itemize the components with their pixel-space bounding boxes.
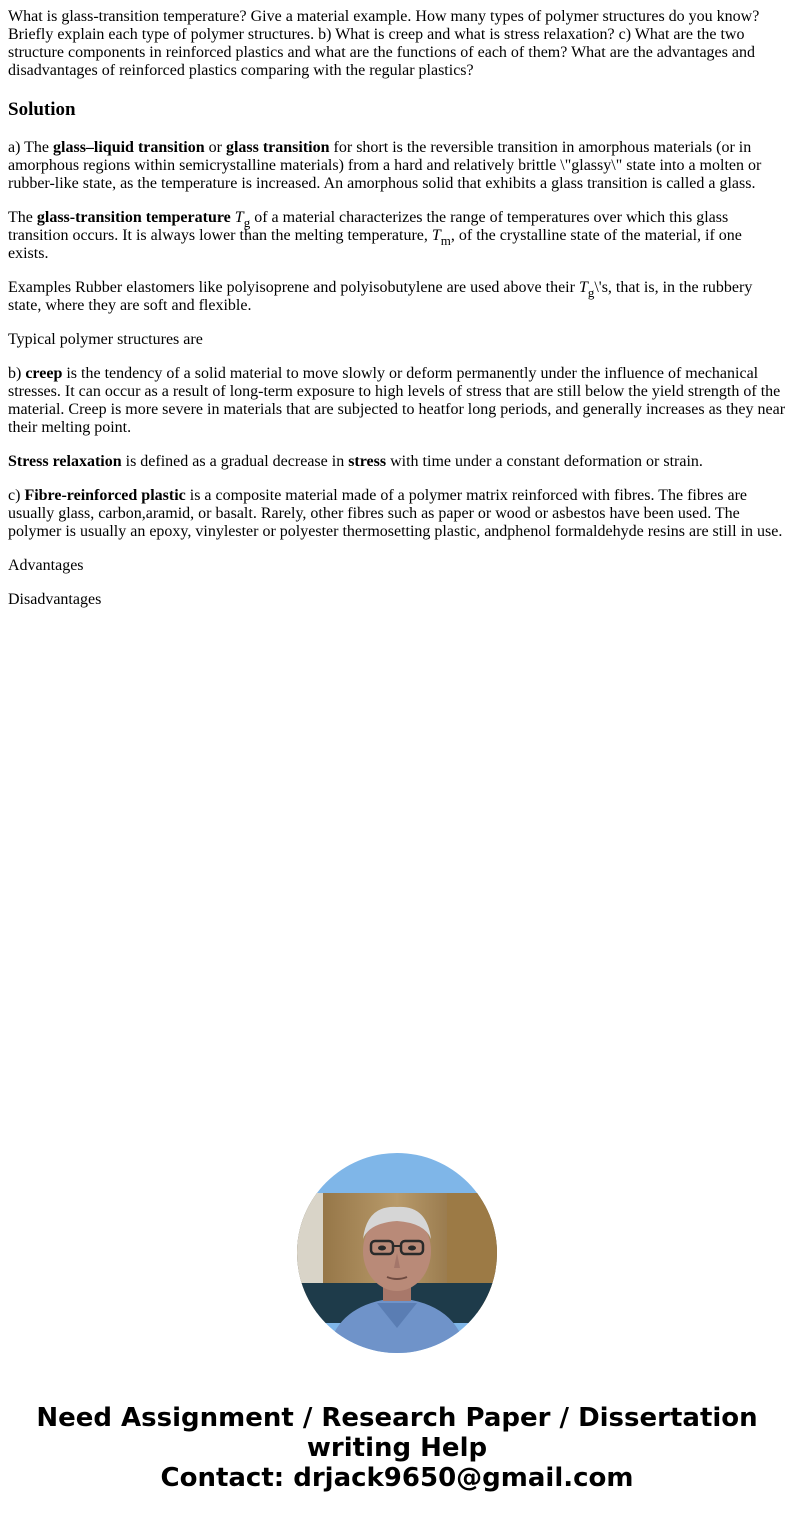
symbol-t-melting: T [431,227,441,244]
avatar [297,1153,497,1353]
para-creep-rest: is the tendency of a solid material to move slowly or deform permanently under the influence of mechanical stresses. It can occur as a result of long-term exposure to high levels of stress that are still below the yield strength of the material. Creep is more severe in materials that are subjected to heatfor long periods, and generally increases as they near their melting point. [8,365,786,436]
para-a-prefix: a) The [8,139,54,156]
paragraph-creep [8,365,786,437]
para-a-mid: or [204,139,226,156]
subscript-m: m [440,233,451,248]
para-tg-mid: of a material characterizes the range of temperatures over which this glass transition occurs. It is always lower than the melting temperature, [8,209,729,244]
term-glass-transition-temperature: glass-transition temperature [36,209,231,226]
paragraph-examples [8,279,786,315]
paragraph-frp [8,487,786,541]
footer-line-1: Need Assignment / Research Paper / Dissertation [36,1403,758,1433]
para-creep-prefix: b) [8,365,26,382]
subscript-g: g [243,215,251,230]
term-glass-transition: glass transition [225,139,330,156]
paragraph-tg [8,209,786,263]
question-text: What is glass-transition temperature? Give a material example. How many types of polymer structures do you know? Briefly explain each type of polymer structures. b) What is creep and what is stress relaxation? c) What are the two structure components in reinforced plastics and what are the functions of each of them? What are the advantages and disadvantages of reinforced plastics comparing with the regular plastics? [8,8,760,79]
paragraph-glass-transition [8,139,786,193]
symbol-t: T [578,279,588,296]
para-frp-prefix: c) [8,487,25,504]
paragraph-structures: Typical polymer structures are [8,331,203,348]
solution-heading: Solution [8,99,76,120]
para-examples-prefix: Examples Rubber elastomers like polyisoprene and polyisobutylene are used above their [8,279,579,296]
footer-line-2: writing Help [306,1433,488,1463]
para-stress-mid: is defined as a gradual decrease in [121,453,349,470]
person-photo-icon [297,1153,497,1353]
paragraph-disadvantages: Disadvantages [8,591,102,608]
para-examples-rest: \'s, that is, in the rubbery state, where they are soft and flexible. [8,279,753,314]
document-body [8,8,786,625]
para-stress-rest: with time under a constant deformation or strain. [386,453,703,470]
term-fibre-reinforced-plastic: Fibre-reinforced plastic [24,487,186,504]
footer-contact [0,1403,794,1493]
para-a-rest: for short is the reversible transition in amorphous materials (or in amorphous regions within semicrystalline materials) from a hard and relatively brittle \"glassy\" state into a molten or rubber-like state, as the temperature is increased. An amorphous solid that exhibits a glass transition is called a glass. [8,139,762,192]
para-frp-rest: is a composite material made of a polymer matrix reinforced with fibres. The fibres are usually glass, carbon,aramid, or basalt. Rarely, other fibres such as paper or wood or asbestos have been used. The polymer is usually an epoxy, vinylester or polyester thermosetting plastic, andphenol formaldehyde resins are still in use. [8,487,783,540]
subscript-g: g [587,285,595,300]
footer-line-3: Contact: drjack9650@gmail.com [160,1463,634,1493]
term-glass-liquid-transition: glass–liquid transition [53,139,205,156]
term-stress: stress [348,453,387,470]
paragraph-stress-relaxation [8,453,786,471]
para-tg-prefix: The [8,209,37,226]
term-creep: creep [25,365,63,382]
symbol-t: T [234,209,244,226]
paragraph-advantages: Advantages [8,557,84,574]
term-stress-relaxation: Stress relaxation [8,453,122,470]
para-tg-rest: , of the crystalline state of the material, if one exists. [8,227,742,262]
